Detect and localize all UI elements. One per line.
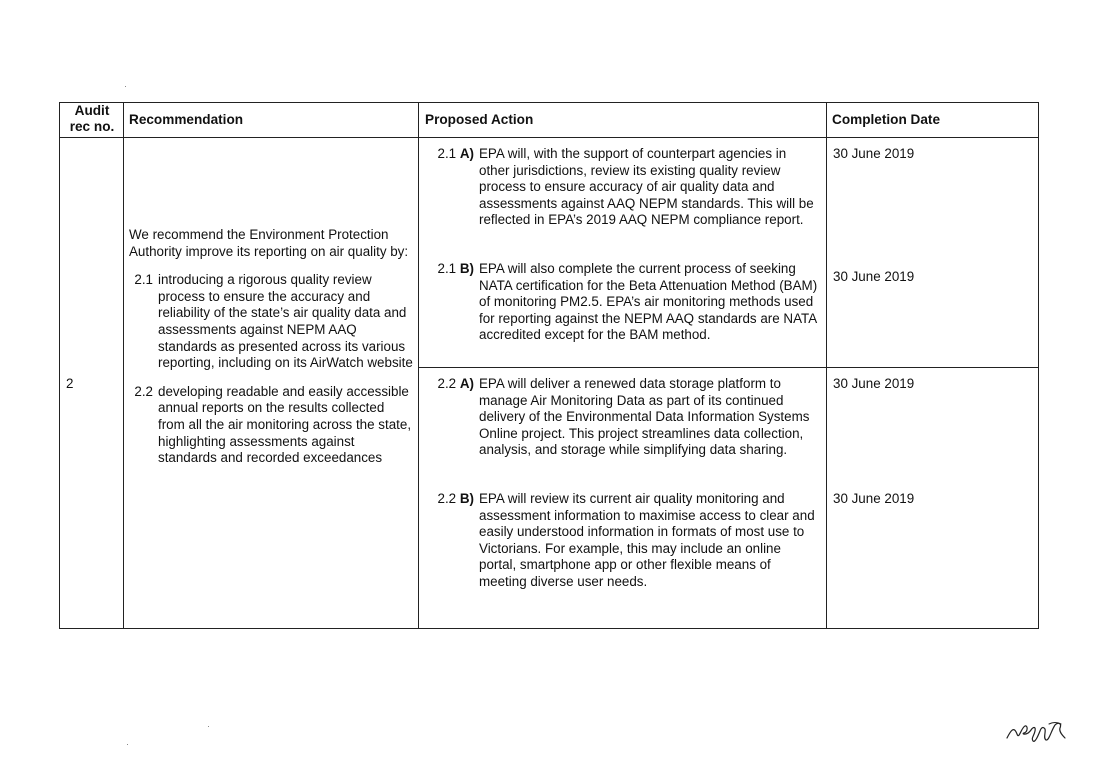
header-divider	[60, 137, 1038, 138]
header-completion-date: Completion Date	[832, 112, 940, 127]
audit-recommendations-table	[59, 102, 1039, 629]
completion-date: 30 June 2019	[833, 146, 915, 161]
action-label: B)	[459, 261, 474, 276]
column-divider	[826, 103, 827, 628]
scan-speck	[127, 744, 128, 745]
action-label: A)	[459, 376, 474, 391]
action-row-divider	[418, 367, 1038, 368]
recommendation-item-text: developing readable and easily accessible annual reports on the results collected from all the air monitoring across the state, highlighting assessments against standards and recorded exceedances	[158, 383, 412, 466]
handwritten-initials	[1005, 716, 1069, 746]
recommendation-item	[129, 384, 413, 467]
recommendation-cell	[129, 227, 413, 467]
action-item	[425, 491, 820, 591]
scan-speck	[125, 86, 126, 87]
recommendation-item-text: introducing a rigorous quality review process to ensure the accuracy and reliability of the state’s air quality data and assessments against NEPM AAQ standards as presented across its various reporting, including on its AirWatch website	[158, 272, 413, 371]
action-text: EPA will deliver a renewed data storage platform to manage Air Monitoring Data as part of its continued delivery of the Environmental Data Information Systems Online project. This project streamlines data collection, analysis, and storage while simplifying data sharing.	[479, 376, 810, 458]
recommendation-list	[129, 272, 413, 467]
action-item	[425, 146, 820, 229]
action-text: EPA will also complete the current process of seeking NATA certification for the Beta Attenuation Method (BAM) of monitoring PM2.5. EPA’s air monitoring methods used for reporting against the NEPM AAQ standards are NATA accredited except for the BAM method.	[479, 261, 818, 343]
action-label: B)	[459, 491, 474, 506]
rec-number: 2	[66, 376, 74, 391]
action-item	[425, 261, 820, 344]
action-number: 2.2	[437, 376, 457, 391]
column-divider	[418, 103, 419, 628]
header-proposed-action: Proposed Action	[425, 112, 534, 127]
action-number: 2.1	[437, 261, 457, 276]
action-number: 2.1	[437, 146, 457, 161]
recommendation-item	[129, 272, 413, 372]
action-text: EPA will review its current air quality monitoring and assessment information to maximise access to clear and easily understood information in formats of most use to Victorians. For example, this may include an online portal, smartphone app or other flexible means of meeting diverse user needs.	[479, 491, 815, 589]
header-audit-rec-no: Audit rec no.	[69, 103, 115, 134]
header-recommendation: Recommendation	[129, 112, 244, 127]
scan-speck	[208, 726, 209, 727]
recommendation-item-number: 2.2	[134, 383, 153, 399]
action-text: EPA will, with the support of counterpart agencies in other jurisdictions, review its existing quality review process to ensure accuracy of air quality data and assessments against AAQ NEPM standards. This will be reflected in EPA’s 2019 AAQ NEPM compliance report.	[479, 146, 814, 228]
completion-date: 30 June 2019	[833, 269, 915, 284]
completion-date: 30 June 2019	[833, 491, 915, 506]
action-number: 2.2	[437, 491, 457, 506]
completion-date: 30 June 2019	[833, 376, 915, 391]
action-label: A)	[459, 146, 474, 161]
recommendation-item-number: 2.1	[134, 272, 153, 288]
recommendation-intro: We recommend the Environment Protection Authority improve its reporting on air quality by:	[129, 227, 409, 259]
action-item	[425, 376, 820, 459]
column-divider	[123, 103, 124, 628]
